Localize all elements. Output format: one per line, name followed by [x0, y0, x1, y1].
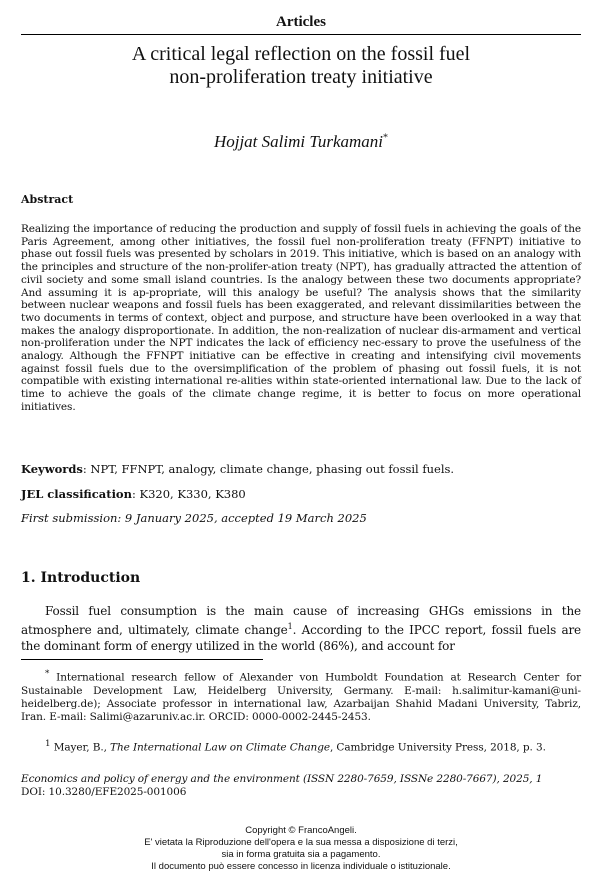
copyright-line-4: Il documento può essere concesso in licenza individuale o istituzionale.: [151, 861, 451, 872]
jel-value: : K320, K330, K380: [131, 487, 246, 501]
intro-text-b: . According to the IPCC report, fossil fuels are the dominant form of energy utilized in the world (86%), and account for: [21, 623, 581, 653]
introduction-paragraph: [21, 603, 581, 654]
jel-line: [21, 487, 246, 501]
copyright-line-3: sia in forma gratuita sia a pagamento.: [221, 849, 381, 860]
footnote-rule: [21, 659, 263, 660]
jel-label: JEL classification: [21, 487, 132, 501]
author-footnote-mark: *: [383, 132, 389, 144]
intro-text-a: Fossil fuel consumption is the main cause of increasing GHGs emissions in the atmosphere and, ultimately, climate change: [21, 604, 581, 637]
section-header: Articles: [276, 14, 326, 30]
footnote-ref-1[interactable]: 1: [287, 622, 293, 631]
footnote-1-text-b: , Cambridge University Press, 2018, p. 3.: [329, 741, 546, 754]
author-name: [21, 132, 581, 152]
keywords-line: [21, 462, 454, 476]
introduction-heading: 1. Introduction: [21, 570, 141, 586]
title-line-2: non-proliferation treaty initiative: [169, 66, 433, 88]
keywords-label: Keywords: [21, 462, 83, 476]
journal-line: Economics and policy of energy and the environment (ISSN 2280-7659, ISSNe 2280-7667), 2025, 1: [21, 773, 543, 785]
journal-info: [21, 773, 581, 799]
footnote-1-text-a: Mayer, B.,: [53, 741, 111, 754]
footnote-star-text: International research fellow of Alexander von Humboldt Foundation at Research Center for Sustainable Development Law, Heidelberg University, Germany. E-mail: h.salimitur-kamani@uni-heidelberg.de); Associate professor in international law, Azarbaijan Shahid Madani University, Tabriz, Iran. E-mail: Salimi@azaruniv.ac.ir. ORCID: 0000-0002-2445-2453.: [21, 671, 581, 724]
author-text: Hojjat Salimi Turkamani: [213, 132, 384, 151]
footnote-star-mark: *: [45, 669, 50, 679]
abstract-heading: Abstract: [21, 193, 74, 206]
copyright-line-2: E' vietata la Riproduzione dell'opera e la sua messa a disposizione di terzi,: [144, 837, 458, 848]
footnote-1-mark: 1: [45, 739, 51, 749]
header-rule: [21, 34, 581, 35]
copyright-notice: [21, 825, 581, 873]
footnote-1: [21, 738, 581, 755]
article-title: [21, 43, 581, 89]
copyright-line-1: Copyright © FrancoAngeli.: [245, 825, 357, 836]
keywords-value: : NPT, FFNPT, analogy, climate change, phasing out fossil fuels.: [82, 462, 455, 476]
footnote-1-book-title: The International Law on Climate Change: [110, 741, 330, 754]
submission-dates: First submission: 9 January 2025, accepted 19 March 2025: [21, 511, 367, 525]
doi-line[interactable]: DOI: 10.3280/EFE2025-001006: [21, 786, 187, 798]
footnote-author: [21, 668, 581, 725]
title-line-1: A critical legal reflection on the fossil fuel: [131, 43, 471, 65]
abstract-text: Realizing the importance of reducing the production and supply of fossil fuels in achieving the goals of the Paris Agreement, among other initiatives, the fossil fuel non-proliferation treaty (FFNPT) initiative to phase out fossil fuels was presented by scholars in 2019. This initiative, which is based on an analogy with the principles and structure of the non-prolifer-ation treaty (NPT), has gradually attracted the attention of civil society and some small island countries. Is the analogy between these two documents appropriate? And assuming it is ap-propriate, will this analogy be useful? The analysis shows that the similarity between nuclear weapons and fossil fuels has been exaggerated, and relevant dissimilarities between the two documents in terms of context, object and purpose, and structure have been overlooked in a way that makes the analogy disproportionate. In addition, the non-realization of nuclear dis-armament and vertical non-proliferation under the NPT indicates the lack of efficiency nec-essary to prove the usefulness of the analogy. Although the FFNPT initiative can be effective in creating and intensifying civil movements against fossil fuels due to the oversimplification of the problem of phasing out fossil fuels, it is not compatible with existing international re-alities within state-oriented international law. Due to the lack of time to achieve the goals of the climate change regime, it is better to focus on more operational initiatives.: [21, 223, 581, 413]
